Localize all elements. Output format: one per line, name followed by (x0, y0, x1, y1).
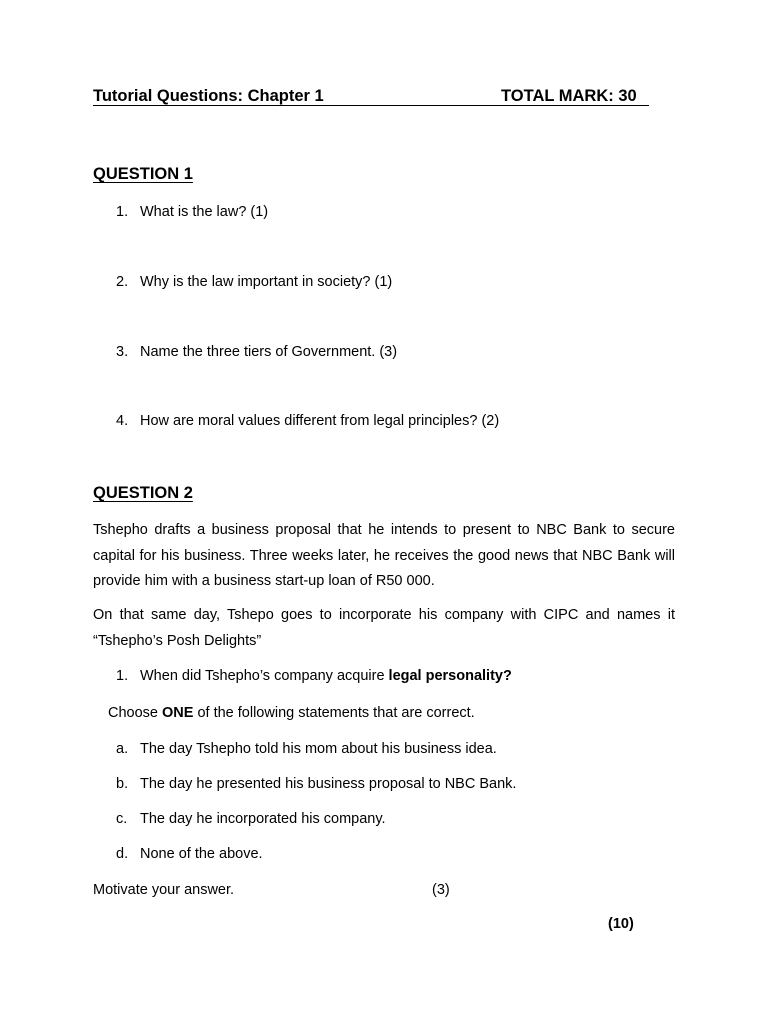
question-2-total-mark: (10) (608, 916, 634, 932)
document-title: Tutorial Questions: Chapter 1 (93, 87, 324, 105)
option-letter: b. (116, 776, 129, 792)
choose-instruction (108, 705, 475, 721)
motivate-answer-prompt: Motivate your answer. (93, 882, 243, 898)
item-text: Name the three tiers of Government. (3) (140, 344, 398, 360)
sub-question-text: When did Tshepho’s company acquire (140, 668, 389, 684)
item-number: 3. (116, 344, 129, 360)
choose-text-post: of the following statements that are correct. (193, 705, 475, 721)
option-text: The day he presented his business proposal to NBC Bank. (140, 776, 517, 792)
item-number: 2. (116, 274, 129, 290)
item-text: Why is the law important in society? (1) (140, 274, 393, 290)
motivate-mark: (3) (432, 882, 450, 898)
option-text: The day he incorporated his company. (140, 811, 386, 827)
option-b (116, 776, 516, 792)
option-letter: c. (116, 811, 128, 827)
option-d (116, 846, 263, 862)
option-text: The day Tshepho told his mom about his business idea. (140, 741, 497, 757)
question-2-paragraph-1: Tshepho drafts a business proposal that he intends to present to NBC Bank to secure capital for his business. Three weeks later, he receives the good news that NBC Bank will provide him with a business start-up loan of R50 000. (93, 522, 675, 589)
item-text: What is the law? (1) (140, 204, 269, 220)
option-c (116, 811, 386, 827)
total-mark: TOTAL MARK: 30 (501, 87, 637, 105)
choose-text-bold: ONE (162, 705, 194, 721)
header-underline (93, 105, 649, 106)
option-text: None of the above. (140, 846, 263, 862)
option-letter: a. (116, 741, 129, 757)
question-2-sub-question-1 (116, 668, 512, 684)
question-1-item-3 (116, 344, 397, 360)
question-2-paragraph-2: On that same day, Tshepo goes to incorporate his company with CIPC and names it “Tshepho’s Posh Delights” (93, 607, 675, 649)
question-1-title: QUESTION 1 (93, 165, 193, 183)
item-text: How are moral values different from legal principles? (2) (140, 413, 500, 429)
item-number: 1. (116, 668, 129, 684)
item-number: 1. (116, 204, 129, 220)
option-a (116, 741, 497, 757)
question-1-item-4 (116, 413, 499, 429)
question-1-item-1 (116, 204, 268, 220)
sub-question-bold-text: legal personality? (388, 668, 512, 684)
question-1-item-2 (116, 274, 392, 290)
question-2-title: QUESTION 2 (93, 484, 193, 502)
choose-text-pre: Choose (108, 705, 163, 721)
option-letter: d. (116, 846, 129, 862)
item-number: 4. (116, 413, 129, 429)
